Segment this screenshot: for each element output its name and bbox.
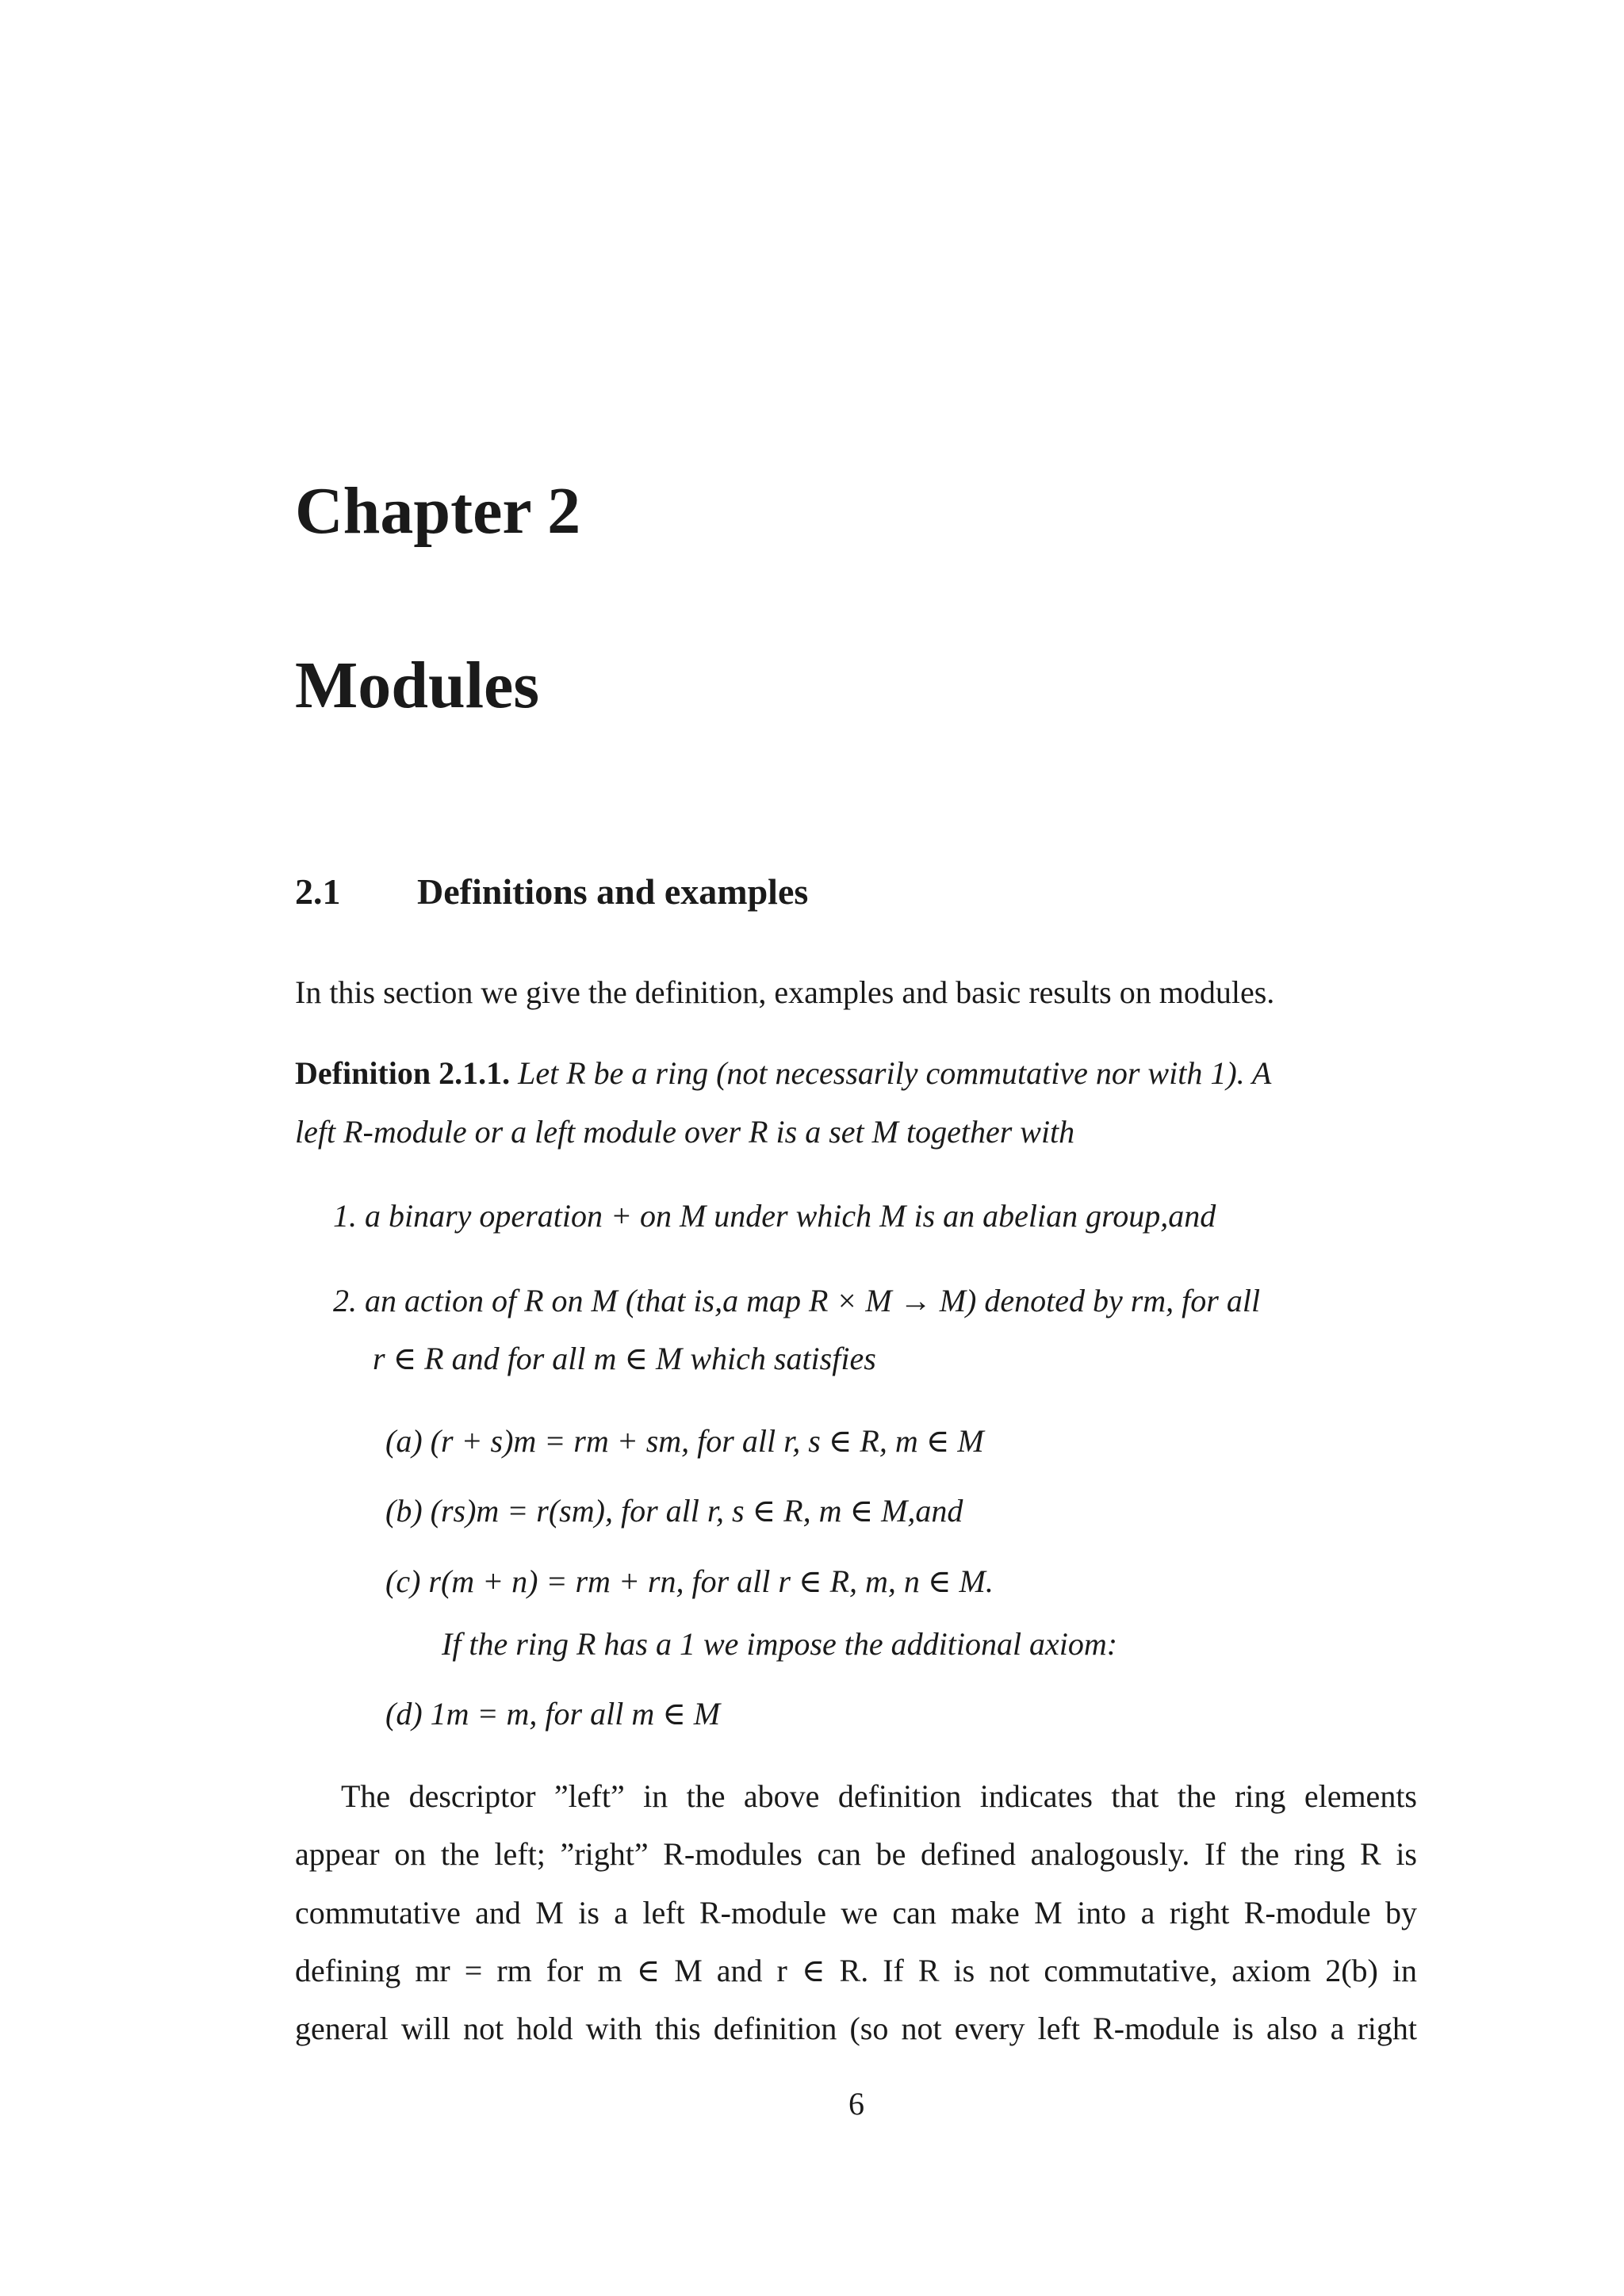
definition-line-2: left R-module or a left module over R is a set M together with xyxy=(295,1114,1075,1150)
definition-item-2: 2. an action of R on M (that is,a map R × M → M) denoted by rm, for all xyxy=(333,1283,1261,1318)
section-number: 2.1 xyxy=(295,871,341,912)
body-line-4: defining mr = rm for m ∈ M and r ∈ R. If R is not commutative, axiom 2(b) in xyxy=(295,1953,1417,1988)
section-heading xyxy=(295,870,808,913)
definition-text-1: Let R be a ring (not necessarily commutative nor with 1). A xyxy=(518,1055,1272,1091)
definition-item-2-continued: r ∈ R and for all m ∈ M which satisfies xyxy=(373,1341,876,1376)
definition-line-1 xyxy=(295,1054,1271,1093)
body-line-5: general will not hold with this definition (so not every left R-module is also a right xyxy=(295,2011,1417,2046)
section-title: Definitions and examples xyxy=(417,871,809,912)
body-line-1: The descriptor ”left” in the above definition indicates that the ring elements xyxy=(341,1778,1417,1814)
axiom-d: (d) 1m = m, for all m ∈ M xyxy=(385,1696,721,1732)
body-line-3: commutative and M is a left R-module we can make M into a right R-module by xyxy=(295,1895,1417,1931)
body-line-2: appear on the left; ”right” R-modules can be defined analogously. If the ring R is xyxy=(295,1836,1417,1872)
chapter-title: Modules xyxy=(295,649,540,722)
intro-paragraph: In this section we give the definition, examples and basic results on modules. xyxy=(295,974,1275,1010)
axiom-c: (c) r(m + n) = rm + rn, for all r ∈ R, m, n ∈ M. xyxy=(385,1563,994,1599)
definition-item-1: 1. a binary operation + on M under which M is an abelian group,and xyxy=(333,1198,1216,1234)
axiom-a: (a) (r + s)m = rm + sm, for all r, s ∈ R, m ∈ M xyxy=(385,1423,984,1459)
page-number: 6 xyxy=(848,2086,864,2122)
axiom-b: (b) (rs)m = r(sm), for all r, s ∈ R, m ∈ M,and xyxy=(385,1493,963,1529)
definition-label: Definition 2.1.1. xyxy=(295,1055,511,1091)
chapter-label: Chapter 2 xyxy=(295,474,581,548)
axiom-note: If the ring R has a 1 we impose the additional axiom: xyxy=(442,1626,1118,1662)
